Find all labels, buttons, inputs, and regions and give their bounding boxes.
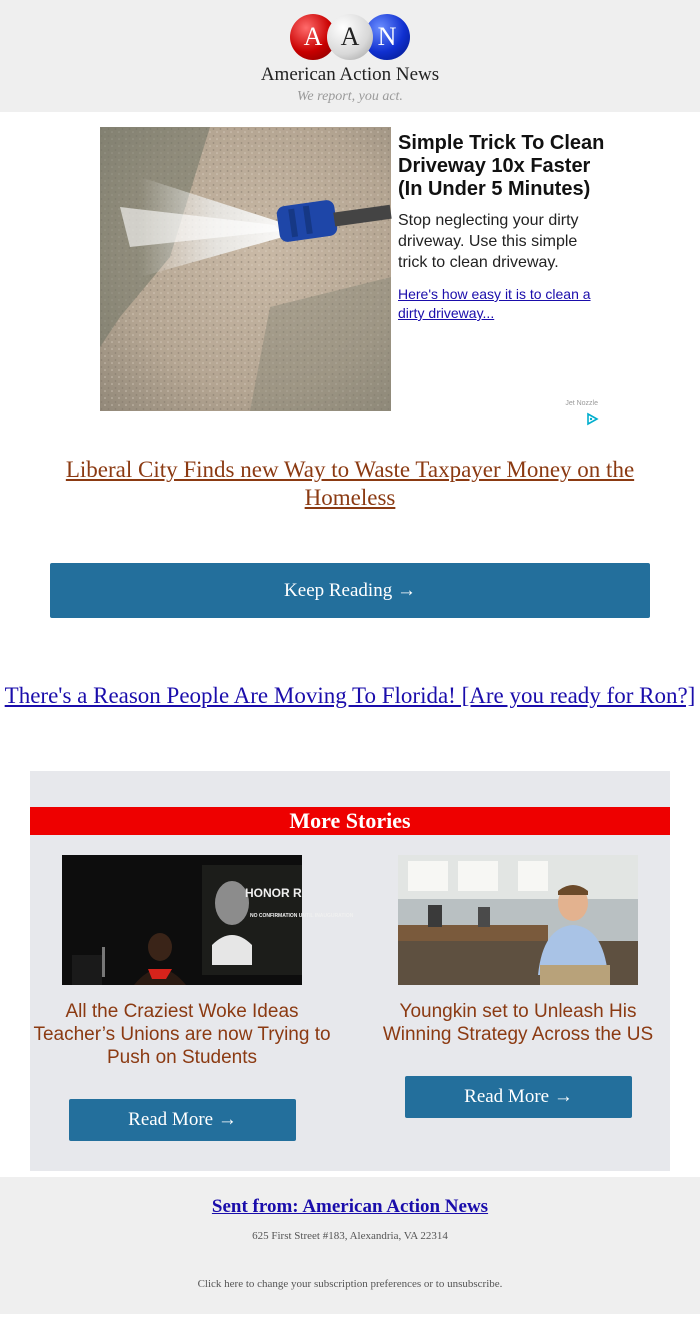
ad-link[interactable]: Here's how easy it is to clean a dirty driveway... — [398, 286, 591, 321]
ad-copy — [398, 132, 608, 323]
story-2-image[interactable] — [398, 855, 638, 985]
email-header — [0, 0, 700, 112]
ad-body: Stop neglecting your dirty driveway. Use this simple trick to clean driveway. — [398, 212, 579, 271]
story-2-title[interactable]: Youngkin set to Unleash His Winning Strategy Across the US — [382, 1001, 654, 1045]
logo-ball-blue: N — [364, 14, 410, 60]
email-footer — [0, 1177, 700, 1314]
keep-reading-button[interactable]: Keep Reading → — [50, 563, 650, 618]
sent-from-link[interactable]: Sent from: American Action News — [211, 1196, 489, 1217]
florida-promo-link[interactable]: There's a Reason People Are Moving To Florida! [Are you ready for Ron?] — [4, 683, 696, 708]
story-1-read-more-button[interactable]: Read More → — [69, 1099, 296, 1141]
more-stories-section — [30, 771, 670, 1171]
more-stories-heading: More Stories — [30, 807, 670, 835]
ad-image[interactable] — [100, 127, 391, 411]
brand-name: American Action News — [260, 64, 440, 85]
headline-link[interactable]: Liberal City Finds new Way to Waste Taxpayer Money on the Homeless — [65, 457, 635, 510]
story-2-read-more-button[interactable]: Read More → — [405, 1076, 632, 1118]
story-1-title[interactable]: All the Craziest Woke Ideas Teacher’s Unions are now Trying to Push on Students — [33, 1001, 331, 1068]
mailing-address: 625 First Street #183, Alexandria, VA 22314 — [252, 1230, 448, 1242]
logo-ball-white: A — [327, 14, 373, 60]
brand-tagline: We report, you act. — [297, 89, 403, 104]
banner-subtext: NO CONFIRMATION UNTIL INAUGURATION — [250, 913, 354, 919]
ad-source: Jet Nozzle — [565, 400, 598, 407]
logo-ball-red: A — [290, 14, 336, 60]
ad-title[interactable]: Simple Trick To Clean Driveway 10x Faster (In Under 5 Minutes) — [398, 132, 605, 200]
unsubscribe-link[interactable]: Click here to change your subscription preferences or to unsubscribe. — [197, 1278, 503, 1290]
aan-logo[interactable] — [290, 14, 412, 62]
adchoices-icon[interactable] — [586, 412, 598, 430]
banner-text: HONOR R — [245, 886, 302, 900]
story-1-image[interactable] — [62, 855, 354, 985]
